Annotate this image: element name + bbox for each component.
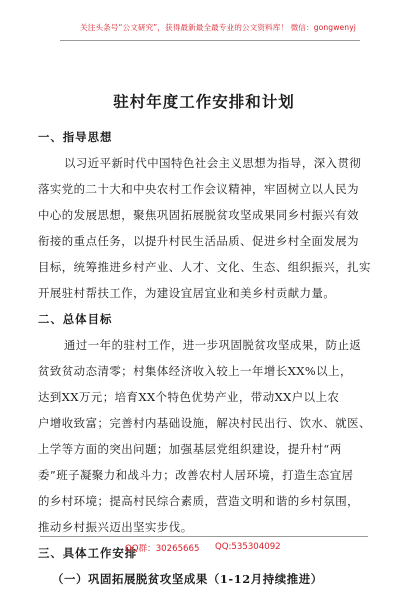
page-header-notice bbox=[0, 0, 408, 44]
paragraph-line: 衔接的重点任务，以提升村民生活品质、促进乡村全面发展为 bbox=[38, 234, 360, 248]
footer-divider bbox=[40, 536, 368, 537]
paragraph-line: 落实党的二十大和中央农村工作会议精神，牢固树立以人民为 bbox=[38, 182, 360, 196]
paragraph-line: 开展驻村帮扶工作，为建设宜居宜业和美乡村贡献力量。 bbox=[38, 286, 336, 300]
section-heading-guiding-ideology: 一、指导思想 bbox=[38, 130, 113, 144]
document-title: 驻村年度工作安排和计划 bbox=[113, 92, 295, 111]
paragraph-line: 户增收致富；完善村内基础设施，解决村民出行、饮水、就医、 bbox=[38, 416, 371, 430]
section-heading-work-arrangements: 三、具体工作安排 bbox=[38, 546, 138, 560]
paragraph-line: 贫致贫动态清零；村集体经济收入较上一年增长XX%以上， bbox=[38, 364, 352, 378]
header-notice-text: 关注头条号“公文研究”，获得最新最全最专业的公文资料库！ 微信：gongwenyj bbox=[80, 23, 356, 32]
document-body bbox=[38, 124, 374, 592]
paragraph-line: 上学等方面的突出问题；加强基层党组织建设，提升村“两 bbox=[38, 442, 342, 456]
paragraph-line: 的乡村环境；提高村民综合素质，营造文明和谐的乡村氛围， bbox=[38, 494, 360, 508]
header-divider bbox=[60, 40, 360, 41]
footer-qq-contact: QQ:535304092 bbox=[215, 542, 281, 552]
paragraph-line: 达到XX万元；培育XX个特色优势产业，带动XX户以上农 bbox=[38, 390, 340, 404]
subsection-heading-consolidate-results: （一）巩固拓展脱贫攻坚成果（1-12月持续推进） bbox=[52, 572, 323, 586]
footer-qq-group: QQ群：30265665 bbox=[125, 544, 200, 554]
paragraph-line: 推动乡村振兴迈出坚实步伐。 bbox=[38, 520, 193, 534]
paragraph-line: 委”班子凝聚力和战斗力；改善农村人居环境，打造生态宜居 bbox=[38, 468, 354, 482]
section-heading-overall-goals: 二、总体目标 bbox=[38, 312, 113, 326]
page-footer bbox=[0, 540, 408, 560]
paragraph-line: 目标，统筹推进乡村产业、人才、文化、生态、组织振兴，扎实 bbox=[38, 260, 371, 274]
paragraph-line: 以习近平新时代中国特色社会主义思想为指导，深入贯彻 bbox=[64, 156, 362, 170]
paragraph-line: 中心的发展思想，聚焦巩固拓展脱贫攻坚成果同乡村振兴有效 bbox=[38, 208, 360, 222]
paragraph-line: 通过一年的驻村工作，进一步巩固脱贫攻坚成果，防止返 bbox=[64, 338, 362, 352]
